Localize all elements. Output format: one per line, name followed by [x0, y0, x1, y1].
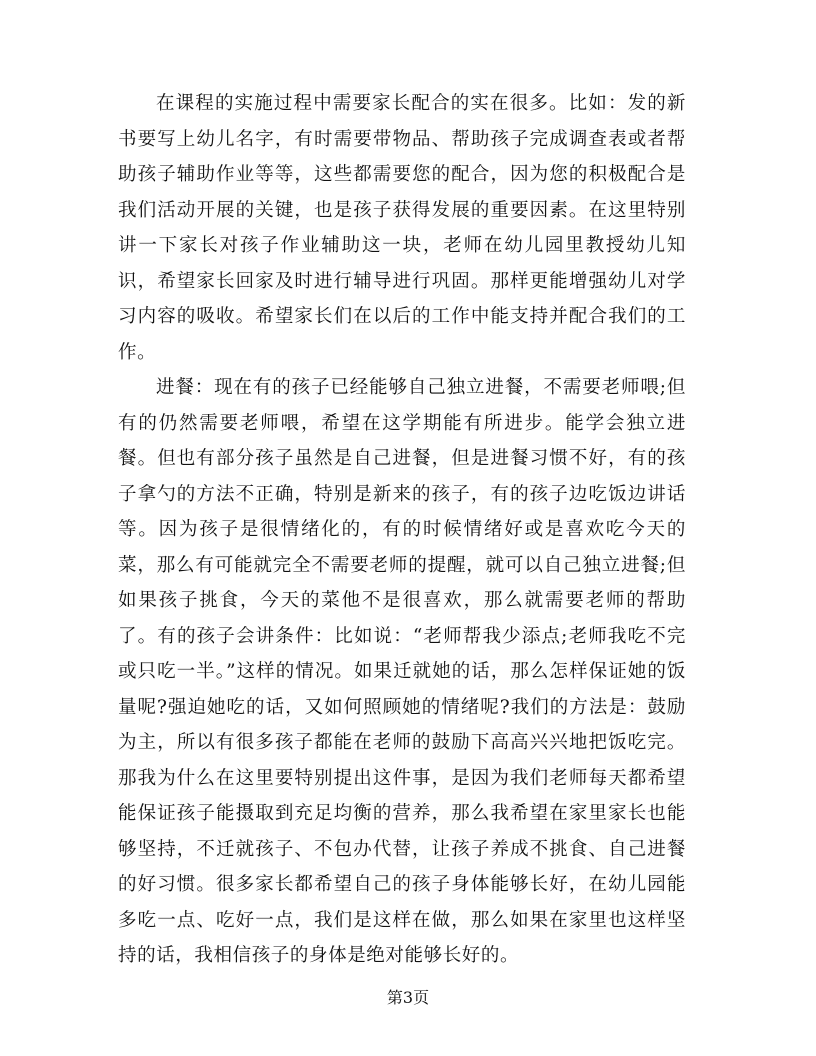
page-number: 第3页	[386, 988, 430, 1007]
paragraph-parent-cooperation: 在课程的实施过程中需要家长配合的实在很多。比如：发的新书要写上幼儿名字，有时需要带物品、帮助孩子完成调查表或者帮助孩子辅助作业等等，这些都需要您的配合，因为您的积极配合是我们活动开展的关键，也是孩子获得发展的重要因素。在这里特别讲一下家长对孩子作业辅助这一块，老师在幼儿园里教授幼儿知识，希望家长回家及时进行辅导进行巩固。那样更能增强幼儿对学习内容的吸收。希望家长们在以后的工作中能支持并配合我们的工作。	[118, 93, 686, 363]
document-body	[118, 86, 686, 974]
paragraph-meal-time: 进餐：现在有的孩子已经能够自己独立进餐，不需要老师喂;但有的仍然需要老师喂，希望在这学期能有所进步。能学会独立进餐。但也有部分孩子虽然是自己进餐，但是进餐习惯不好，有的孩子拿勺的方法不正确，特别是新来的孩子，有的孩子边吃饭边讲话等。因为孩子是很情绪化的，有的时候情绪好或是喜欢吃今天的菜，那么有可能就完全不需要老师的提醒，就可以自己独立进餐;但如果孩子挑食，今天的菜他不是很喜欢，那么就需要老师的帮助了。有的孩子会讲条件：比如说：“老师帮我少添点;老师我吃不完或只吃一半。”这样的情况。如果迁就她的话，那么怎样保证她的饭量呢?强迫她吃的话，又如何照顾她的情绪呢?我们的方法是：鼓励为主，所以有很多孩子都能在老师的鼓励下高高兴兴地把饭吃完。那我为什么在这里要特别提出这件事，是因为我们老师每天都希望能保证孩子能摄取到充足均衡的营养，那么我希望在家里家长也能够坚持，不迁就孩子、不包办代替，让孩子养成不挑食、自己进餐的好习惯。很多家长都希望自己的孩子身体能够长好，在幼儿园能多吃一点、吃好一点，我们是这样在做，那么如果在家里也这样坚持的话，我相信孩子的身体是绝对能够长好的。	[118, 377, 686, 966]
